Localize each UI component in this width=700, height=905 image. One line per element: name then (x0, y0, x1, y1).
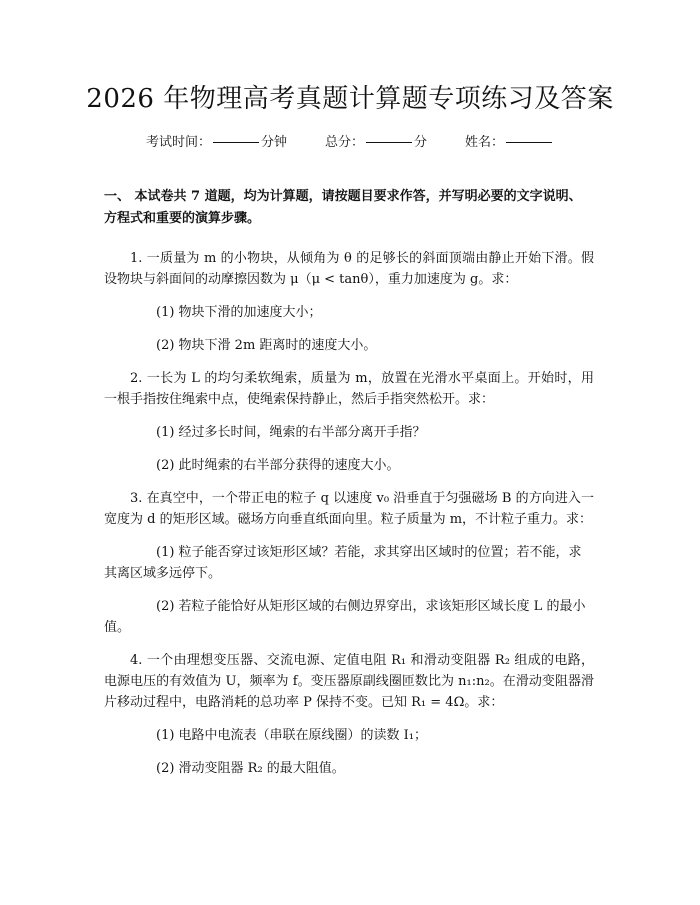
question-2-part-2: (2) 此时绳索的右半部分获得的速度大小。 (156, 458, 400, 473)
student-name-blank[interactable] (506, 142, 552, 143)
question-4-part-1: (1) 电路中电流表（串联在原线圈）的读数 I₁； (156, 728, 428, 743)
question-4-text: 4. 一个由理想变压器、交流电源、定值电阻 R₁ 和滑动变阻器 R₂ 组成的电路，电源电压的有效值为 U，频率为 f。变压器原副线圈匝数比为 n₁:n₂。在滑动变阻器滑片移动过程中，电路消耗的总功率 P 保持不变。已知 R₁ = 4Ω。求： (104, 653, 594, 710)
question-3-part-2: (2) 若粒子能恰好从矩形区域的右侧边界穿出，求该矩形区域长度 L 的最小值。 (104, 599, 586, 635)
student-name-field (465, 131, 554, 150)
total-score-label: 总分： (324, 135, 364, 150)
total-score-unit: 分 (414, 135, 428, 150)
exam-content (104, 186, 594, 791)
exam-time-unit: 分钟 (260, 135, 287, 150)
total-score-blank[interactable] (366, 142, 412, 143)
question-2-part-1: (1) 经过多长时间，绳索的右半部分离开手指？ (156, 425, 426, 440)
question-3-text: 3. 在真空中，一个带正电的粒子 q 以速度 v₀ 沿垂直于匀强磁场 B 的方向进入一宽度为 d 的矩形区域。磁场方向垂直纸面向里。粒子质量为 m，不计粒子重力。求： (104, 491, 594, 527)
exam-time-blank[interactable] (213, 142, 259, 143)
question-1-text: 1. 一质量为 m 的小物块，从倾角为 θ 的足够长的斜面顶端由静止开始下滑。假设物块与斜面间的动摩擦因数为 μ（μ < tanθ），重力加速度为 g。求： (104, 251, 594, 287)
question-2-text: 2. 一长为 L 的均匀柔软绳索，质量为 m，放置在光滑水平桌面上。开始时，用一根手指按住绳索中点，使绳索保持静止，然后手指突然松开。求： (104, 371, 594, 407)
exam-meta-row (0, 131, 700, 150)
total-score-field (325, 131, 427, 150)
question-1-part-1: (1) 物块下滑的加速度大小； (156, 305, 322, 320)
question-3-part-1: (1) 粒子能否穿过该矩形区域？若能，求其穿出区域时的位置；若不能，求其离区域多远停下。 (104, 545, 582, 581)
exam-time-label: 考试时间： (145, 135, 211, 150)
page-title: 2026 年物理高考真题计算题专项练习及答案 (86, 84, 614, 114)
student-name-label: 姓名： (465, 135, 505, 150)
question-1-part-2: (2) 物块下滑 2m 距离时的速度大小。 (156, 338, 377, 353)
question-4-part-2: (2) 滑动变阻器 R₂ 的最大阻值。 (156, 761, 345, 776)
section-heading: 一、 本试卷共 7 道题，均为计算题，请按题目要求作答，并写明必要的文字说明、方程式和重要的演算步骤。 (104, 189, 582, 226)
exam-time-field (146, 131, 287, 150)
